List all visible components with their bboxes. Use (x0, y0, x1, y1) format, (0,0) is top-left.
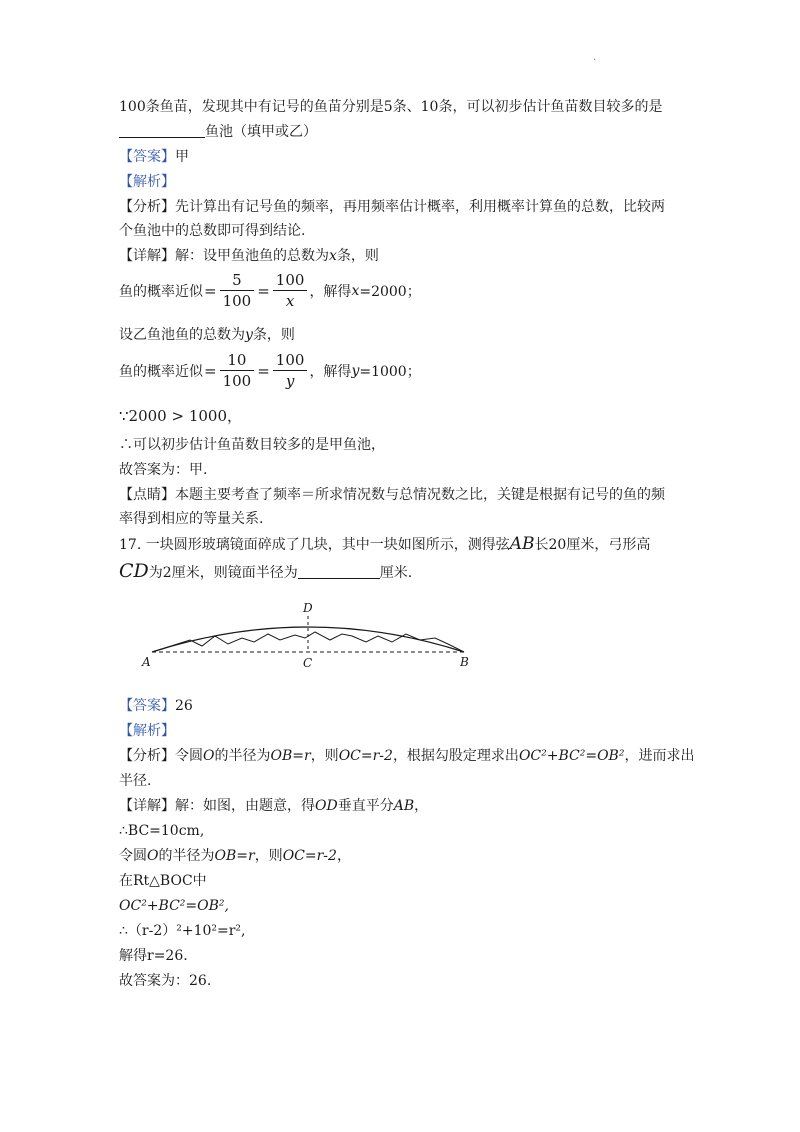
q17-xiangjie-line3: 令圆O的半径为OB=r，则OC=r-2， (119, 848, 351, 864)
q16-xiangjie-line: 【详解】解：设甲鱼池鱼的总数为x条，则 (119, 248, 379, 264)
label-d: D (303, 601, 313, 615)
q16-stem-line2: 鱼池（填甲或乙） (119, 123, 317, 141)
q16-dianjing-line2: 率得到相应的等量关系. (119, 511, 264, 527)
q16-conclusion: 故答案为：甲. (119, 462, 208, 478)
q17-analysis-tag: 【解析】 (119, 723, 175, 739)
q17-fenxi-line2: 半径. (119, 773, 152, 789)
q17-xiangjie-line7: 解得r=26. (119, 948, 188, 964)
q17-xiangjie-line5: OC²+BC²=OB², (119, 898, 229, 914)
q16-analysis-tag: 【解析】 (119, 174, 175, 190)
q17-answer: 【答案】26 (119, 698, 193, 714)
q17-xiangjie-line1: 【详解】解：如图，由题意，得OD垂直平分AB， (119, 798, 429, 814)
q17-xiangjie-line2: ∴BC=10cm, (119, 823, 205, 839)
q17-fenxi-line1: 【分析】令圆O的半径为OB=r，则OC=r-2，根据勾股定理求出OC²+BC²=OB²，进而求出 (119, 748, 695, 764)
label-c: C (303, 656, 313, 670)
label-a: A (142, 655, 151, 669)
label-b: B (460, 655, 469, 669)
q17-xiangjie-line4: 在Rt△BOC中 (119, 873, 207, 889)
corner-mark: . (593, 52, 597, 63)
q17-stem-line2: CD为2厘米，则镜面半径为 厘米. (119, 560, 413, 582)
q16-dianjing-line1: 【点睛】本题主要考查了频率＝所求情况数与总情况数之比，关键是根据有记号的鱼的频 (119, 487, 665, 503)
q16-answer: 【答案】甲 (119, 149, 189, 165)
q16-stem-line1: 100条鱼苗，发现其中有记号的鱼苗分别是5条、10条，可以初步估计鱼苗数目较多的是 (119, 99, 663, 115)
q16-set-yi: 设乙鱼池鱼的总数为y条，则 (119, 327, 295, 343)
fraction: $\frac{100}{x}$ (273, 270, 308, 311)
q16-therefore: ∴可以初步估计鱼苗数目较多的是甲鱼池， (119, 437, 385, 453)
answer-blank (298, 564, 380, 579)
fraction: $\frac{5}{100}$ (220, 270, 255, 311)
q17-xiangjie-line6: ∴（r-2）²+10²=r², (119, 923, 246, 939)
q16-fenxi-line2: 个鱼池中的总数即可得到结论. (119, 223, 306, 239)
q17-xiangjie-line8: 故答案为：26. (119, 973, 212, 989)
q16-fenxi-line1: 【分析】先计算出有记号鱼的频率，再用频率估计概率，利用概率计算鱼的总数，比较两 (119, 199, 665, 215)
fraction: $\frac{10}{100}$ (220, 350, 255, 391)
q16-because: ∵2000 > 1000， (119, 407, 242, 425)
mirror-fragment-figure (130, 598, 480, 673)
q16-equation-2: 鱼的概率近似 = $\frac{10}{100}$ = $\frac{100}{y}$ ，解得 y =1000； (119, 351, 421, 390)
q17-stem-line1: 17. 一块圆形玻璃镜面碎成了几块，其中一块如图所示，测得弦AB长20厘米，弓形高 (119, 534, 651, 554)
fraction: $\frac{100}{y}$ (273, 350, 308, 391)
answer-blank (119, 123, 205, 138)
q16-equation-1: 鱼的概率近似 = $\frac{5}{100}$ = $\frac{100}{x}$ ，解得 x =2000； (119, 271, 421, 310)
